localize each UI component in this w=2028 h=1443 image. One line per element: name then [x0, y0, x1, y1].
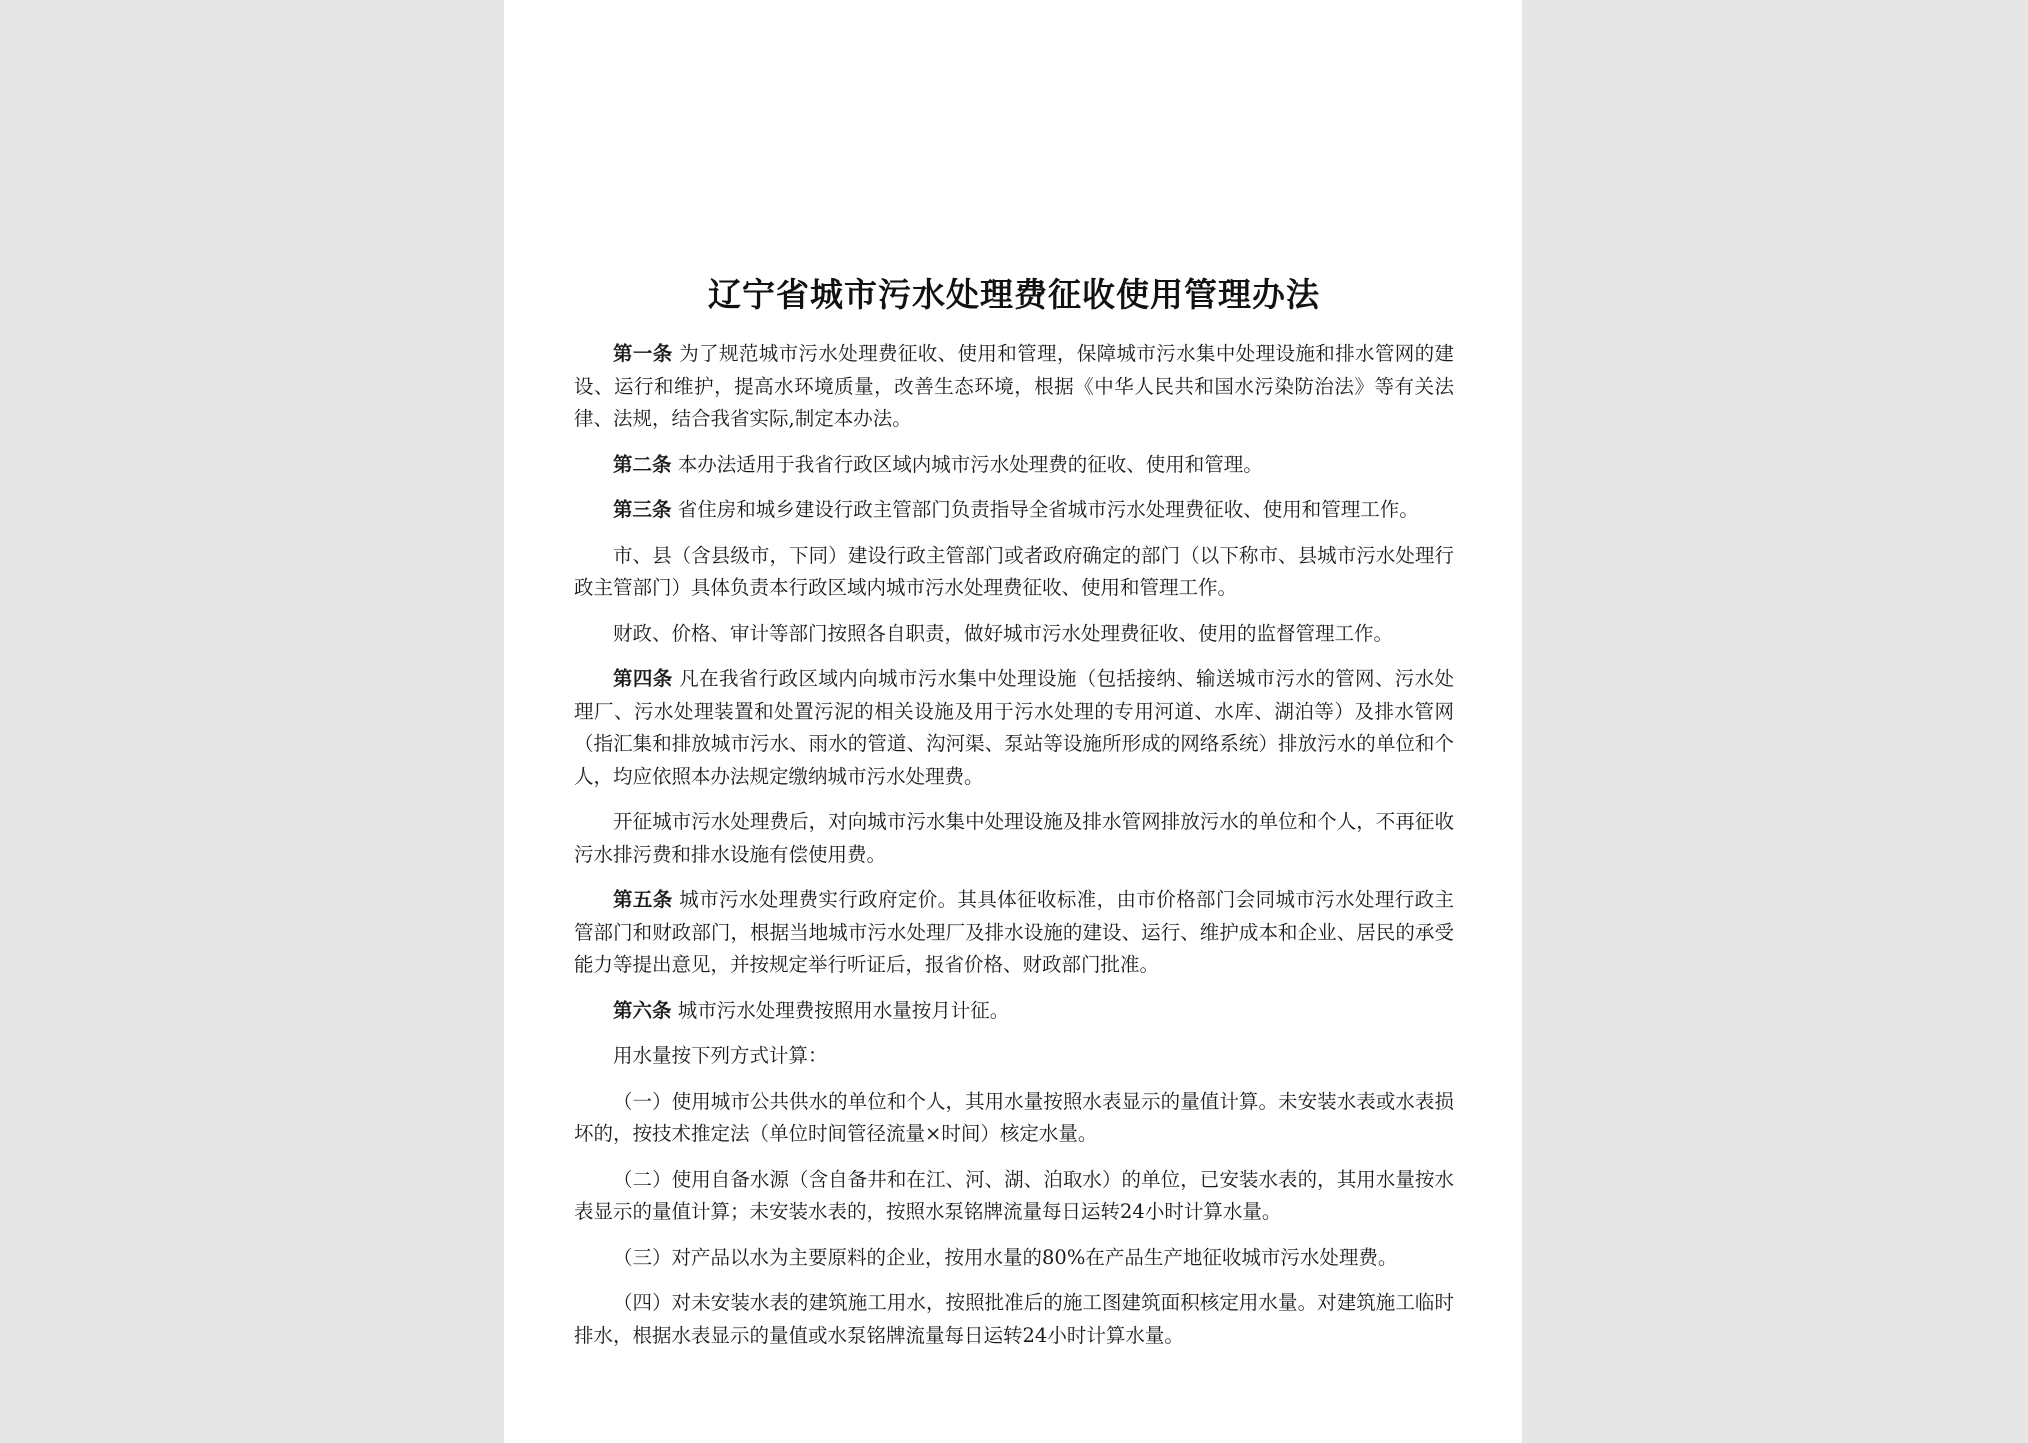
- paragraph-11: [574, 1086, 1454, 1151]
- article-label: 第二条: [613, 452, 672, 476]
- paragraph-8: [574, 884, 1454, 982]
- paragraph-text: 为了规范城市污水处理费征收、使用和管理，保障城市污水集中处理设施和排水管网的建设、运行和维护，提高水环境质量，改善生态环境，根据《中华人民共和国水污染防治法》等有关法律、法规，结合我省实际,制定本办法。: [574, 342, 1454, 430]
- paragraph-text: 城市污水处理费实行政府定价。其具体征收标准，由市价格部门会同城市污水处理行政主管部门和财政部门，根据当地城市污水处理厂及排水设施的建设、运行、维护成本和企业、居民的承受能力等提出意见，并按规定举行听证后，报省价格、财政部门批准。: [574, 888, 1454, 976]
- paragraph-6: [574, 663, 1454, 793]
- article-label: 第五条: [613, 888, 673, 911]
- paragraph-9: [574, 995, 1454, 1028]
- paragraph-1: [574, 338, 1454, 436]
- paragraph-text: （三）对产品以水为主要原料的企业，按用水量的80%在产品生产地征收城市污水处理费。: [613, 1245, 1398, 1269]
- paragraph-text: 凡在我省行政区域内向城市污水集中处理设施（包括接纳、输送城市污水的管网、污水处理厂、污水处理装置和处置污泥的相关设施及用于污水处理的专用河道、水库、湖泊等）及排水管网（指汇集和排放城市污水、雨水的管道、沟河渠、泵站等设施所形成的网络系统）排放污水的单位和个人，均应依照本办法规定缴纳城市污水处理费。: [574, 667, 1454, 788]
- paragraph-3: [574, 494, 1454, 527]
- paragraph-text: （四）对未安装水表的建筑施工用水，按照批准后的施工图建筑面积核定用水量。对建筑施工临时排水，根据水表显示的量值或水泵铭牌流量每日运转24小时计算水量。: [574, 1291, 1454, 1347]
- paragraph-text: 用水量按下列方式计算：: [613, 1044, 828, 1067]
- paragraph-text: （一）使用城市公共供水的单位和个人，其用水量按照水表显示的量值计算。未安装水表或水表损坏的，按技术推定法（单位时间管径流量×时间）核定水量。: [574, 1089, 1454, 1145]
- document-page: [504, 0, 1522, 1443]
- paragraph-text: 省住房和城乡建设行政主管部门负责指导全省城市污水处理费征收、使用和管理工作。: [671, 498, 1419, 521]
- paragraph-text: 财政、价格、审计等部门按照各自职责，做好城市污水处理费征收、使用的监督管理工作。: [613, 621, 1394, 645]
- paragraph-text: （二）使用自备水源（含自备井和在江、河、湖、泊取水）的单位，已安装水表的，其用水量按水表显示的量值计算；未安装水表的，按照水泵铭牌流量每日运转24小时计算水量。: [574, 1167, 1454, 1223]
- paragraph-2: [574, 449, 1454, 482]
- article-label: 第三条: [613, 498, 672, 521]
- paragraph-14: [574, 1287, 1454, 1352]
- article-label: 第六条: [613, 998, 672, 1022]
- paragraph-text: 市、县（含县级市，下同）建设行政主管部门或者政府确定的部门（以下称市、县城市污水处理行政主管部门）具体负责本行政区域内城市污水处理费征收、使用和管理工作。: [574, 543, 1454, 599]
- paragraph-text: 城市污水处理费按照用水量按月计征。: [671, 998, 1010, 1022]
- article-label: 第四条: [613, 667, 673, 690]
- paragraph-13: [574, 1242, 1454, 1275]
- paragraph-10: [574, 1040, 1454, 1073]
- paragraph-4: [574, 540, 1454, 605]
- paragraph-text: 开征城市污水处理费后，对向城市污水集中处理设施及排水管网排放污水的单位和个人，不再征收污水排污费和排水设施有偿使用费。: [574, 810, 1454, 866]
- paragraph-7: [574, 806, 1454, 871]
- paragraph-12: [574, 1164, 1454, 1229]
- document-title: 辽宁省城市污水处理费征收使用管理办法: [708, 275, 1320, 314]
- document-body: [574, 338, 1454, 1352]
- paragraph-5: [574, 618, 1454, 651]
- article-label: 第一条: [613, 342, 673, 365]
- paragraph-text: 本办法适用于我省行政区域内城市污水处理费的征收、使用和管理。: [671, 452, 1263, 476]
